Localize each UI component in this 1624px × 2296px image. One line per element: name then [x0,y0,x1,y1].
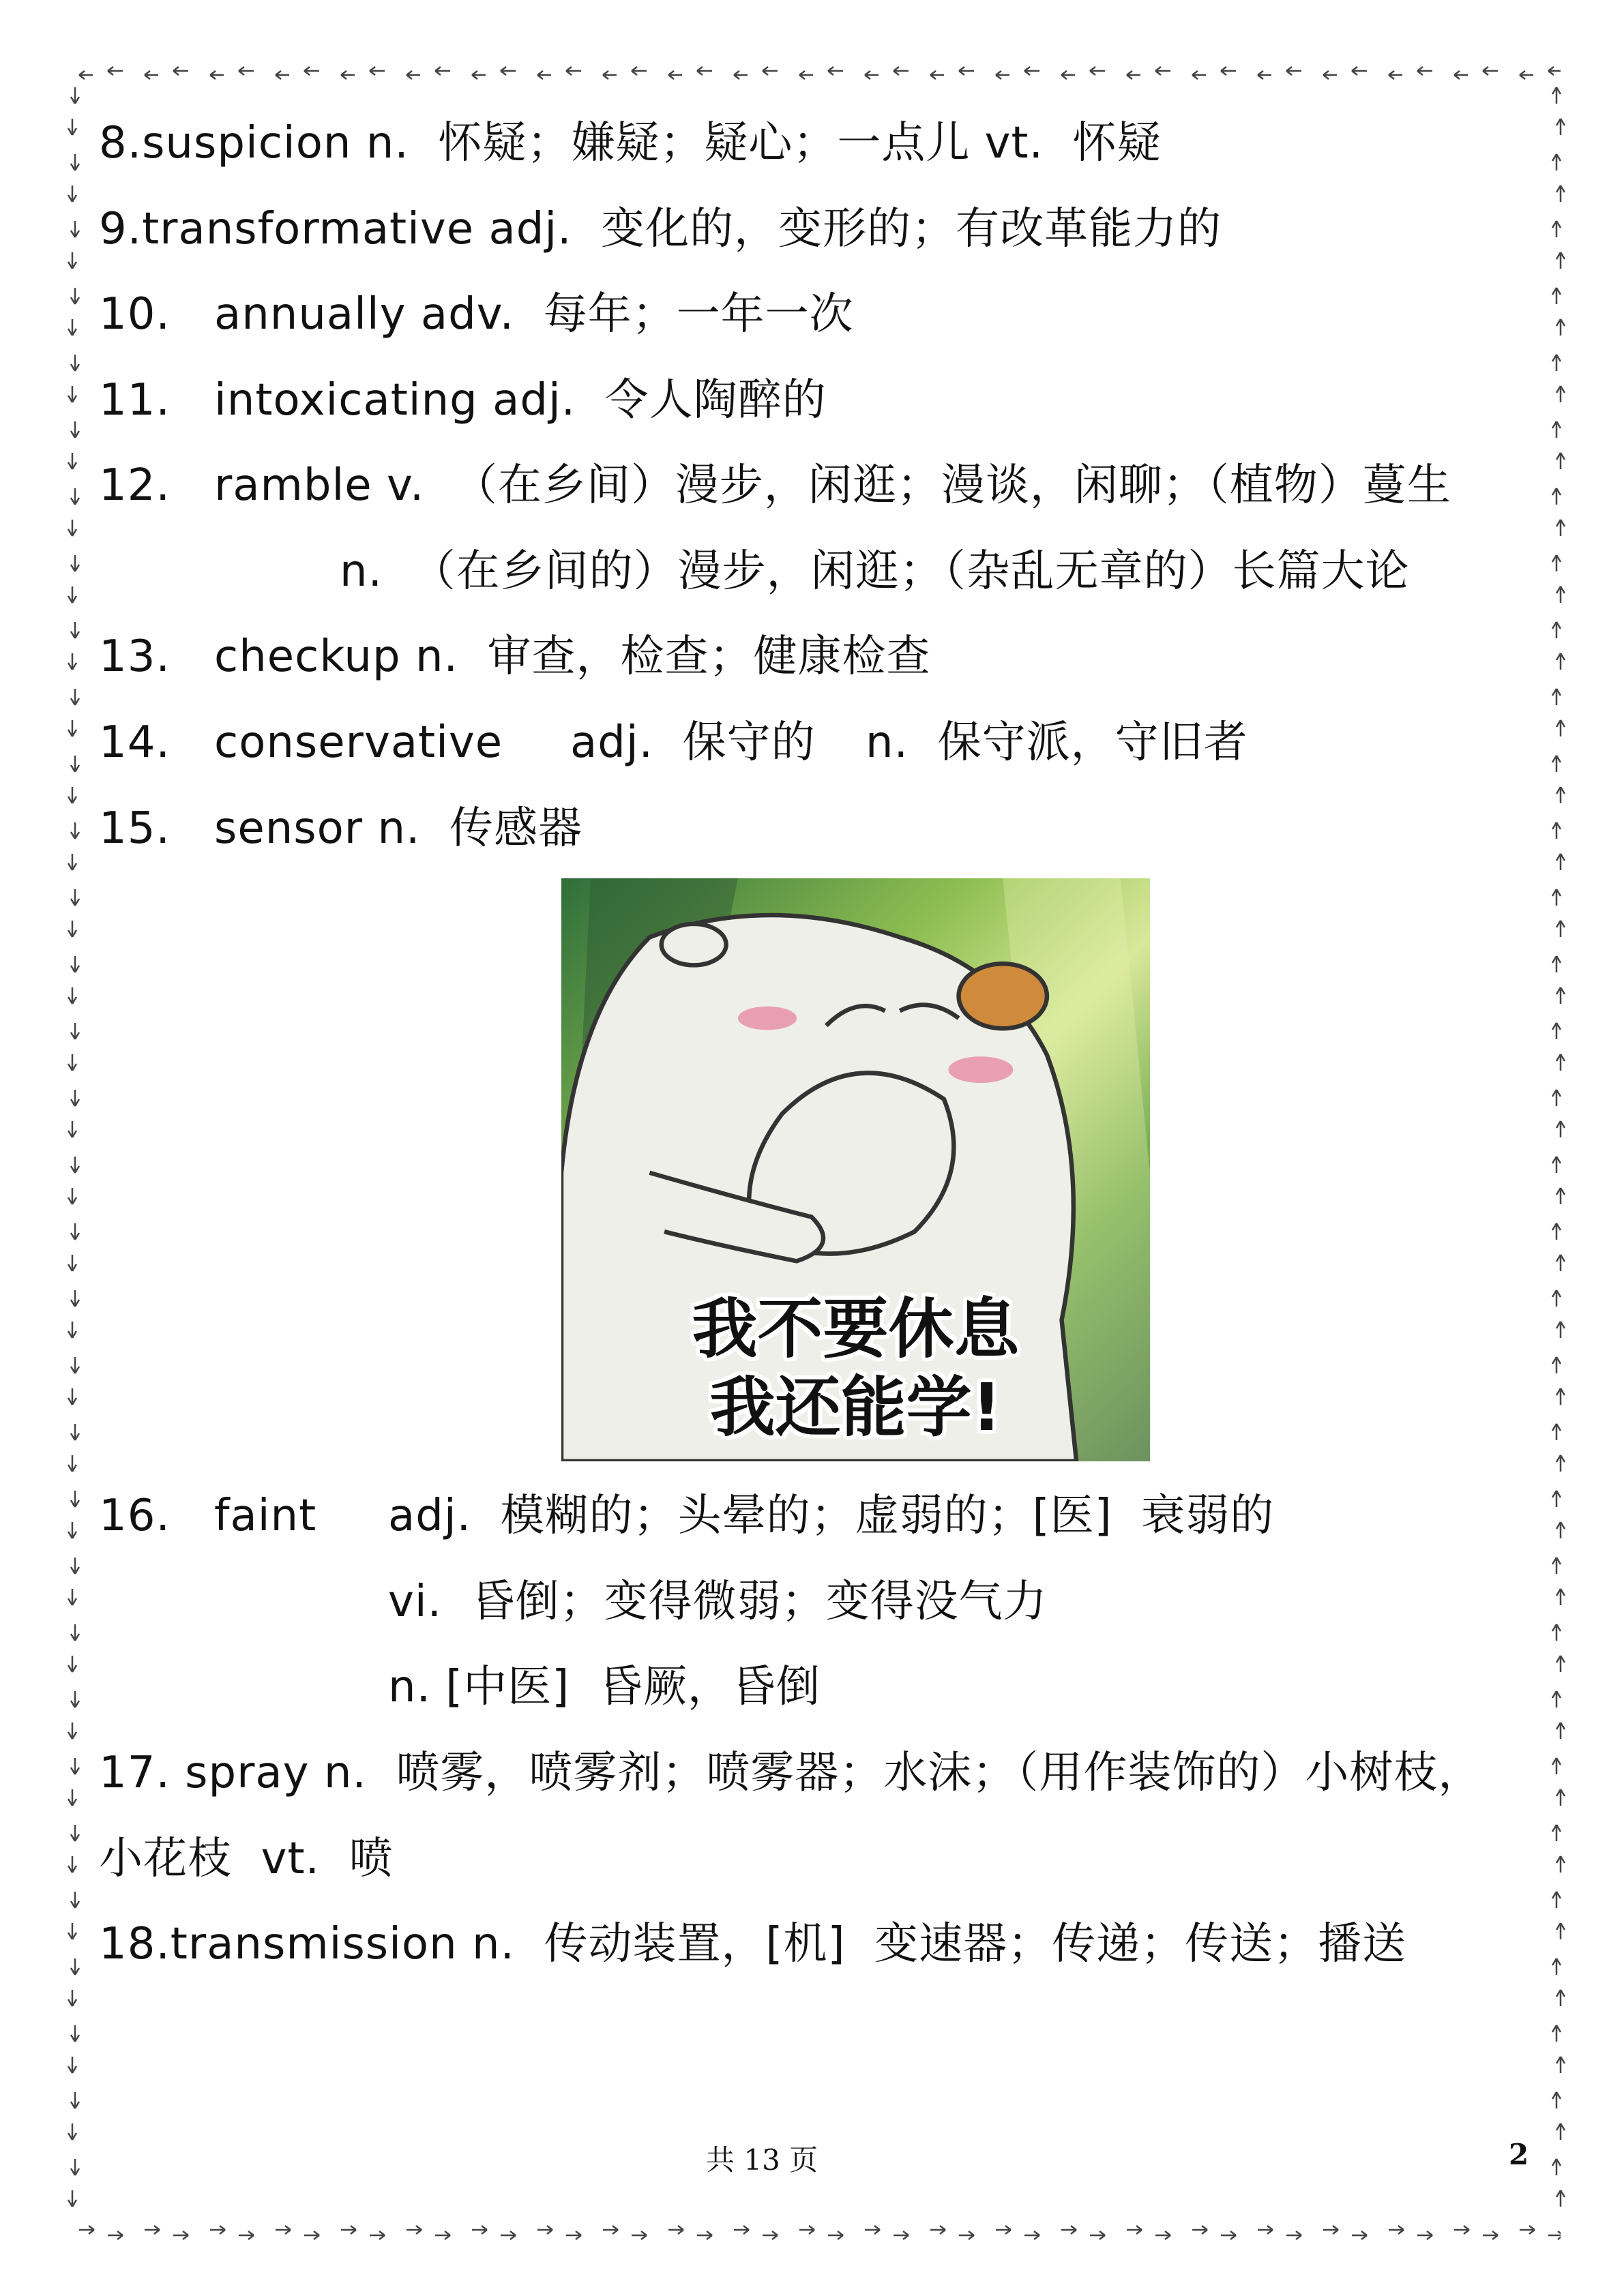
entry-number: 17. [99,1748,171,1798]
left-border-decoration [65,83,86,2222]
entry-text: suspicion n. 怀疑；嫌疑；疑心；一点儿 vt. 怀疑 [142,118,1162,168]
page-number: 2 [1509,2138,1529,2171]
vocab-entry-8 [99,116,1162,170]
entry-text: sensor n. 传感器 [214,803,583,854]
entry-continuation: n. （在乡间的）漫步，闲逛；（杂乱无章的）长篇大论 [340,546,1410,597]
vocab-entry-9 [99,202,1222,256]
entry-number: 9. [99,204,143,254]
entry-text: transmission n. 传动装置，[机] 变速器；传递；传送；播送 [170,1919,1407,1969]
entry-text: spray n. 喷雾，喷雾剂；喷雾器；水沫；（用作装饰的）小树枝， [170,1748,1483,1798]
vocab-entry-10 [99,287,171,342]
entry-number: 13. [99,631,171,682]
entry-number: 10. [99,289,171,340]
entry-number: 12. [99,460,171,511]
meme-caption-line2: 我还能学! [709,1369,1002,1446]
entry-continuation: 小花枝 vt. 喷 [99,1834,394,1884]
entry-number: 16. [99,1491,171,1541]
vocab-entry-18 [99,1917,1406,1971]
entry-number: 11. [99,375,171,426]
entry-number: 15. [99,803,171,854]
page-total: 共 13 页 [706,2143,818,2177]
entry-sense-noun: n. 保守派，守旧者 [866,717,1248,768]
entry-text: ramble v. （在乡间）漫步，闲逛；漫谈，闲聊；（植物）蔓生 [214,460,1451,511]
entry-sense: n. [中医] 昏厥，昏倒 [388,1662,821,1712]
bottom-border-decoration [74,2222,1561,2242]
entry-word: conservative [214,717,503,768]
entry-sense: vi. 昏倒；变得微弱；变得没气力 [388,1577,1048,1627]
entry-text: annually adv. 每年；一年一次 [214,289,854,340]
entry-number: 18. [99,1919,171,1969]
right-border-decoration [1547,83,1567,2222]
entry-number: 14. [99,717,171,768]
entry-sense: adj. 模糊的；头晕的；虚弱的；[医] 衰弱的 [388,1491,1275,1541]
entry-text: transformative adj. 变化的，变形的；有改革能力的 [142,204,1222,254]
entry-sense-adj: adj. 保守的 [570,717,816,768]
vocab-entry-17 [99,1746,1482,1800]
entry-text: intoxicating adj. 令人陶醉的 [214,375,827,426]
entry-word: faint [214,1491,317,1541]
meme-image-hamster [561,878,1150,1461]
meme-caption-line1: 我不要休息 [692,1291,1020,1367]
entry-number: 8. [99,118,143,168]
top-border-decoration [74,63,1561,83]
entry-text: checkup n. 审查，检查；健康检查 [214,631,931,682]
